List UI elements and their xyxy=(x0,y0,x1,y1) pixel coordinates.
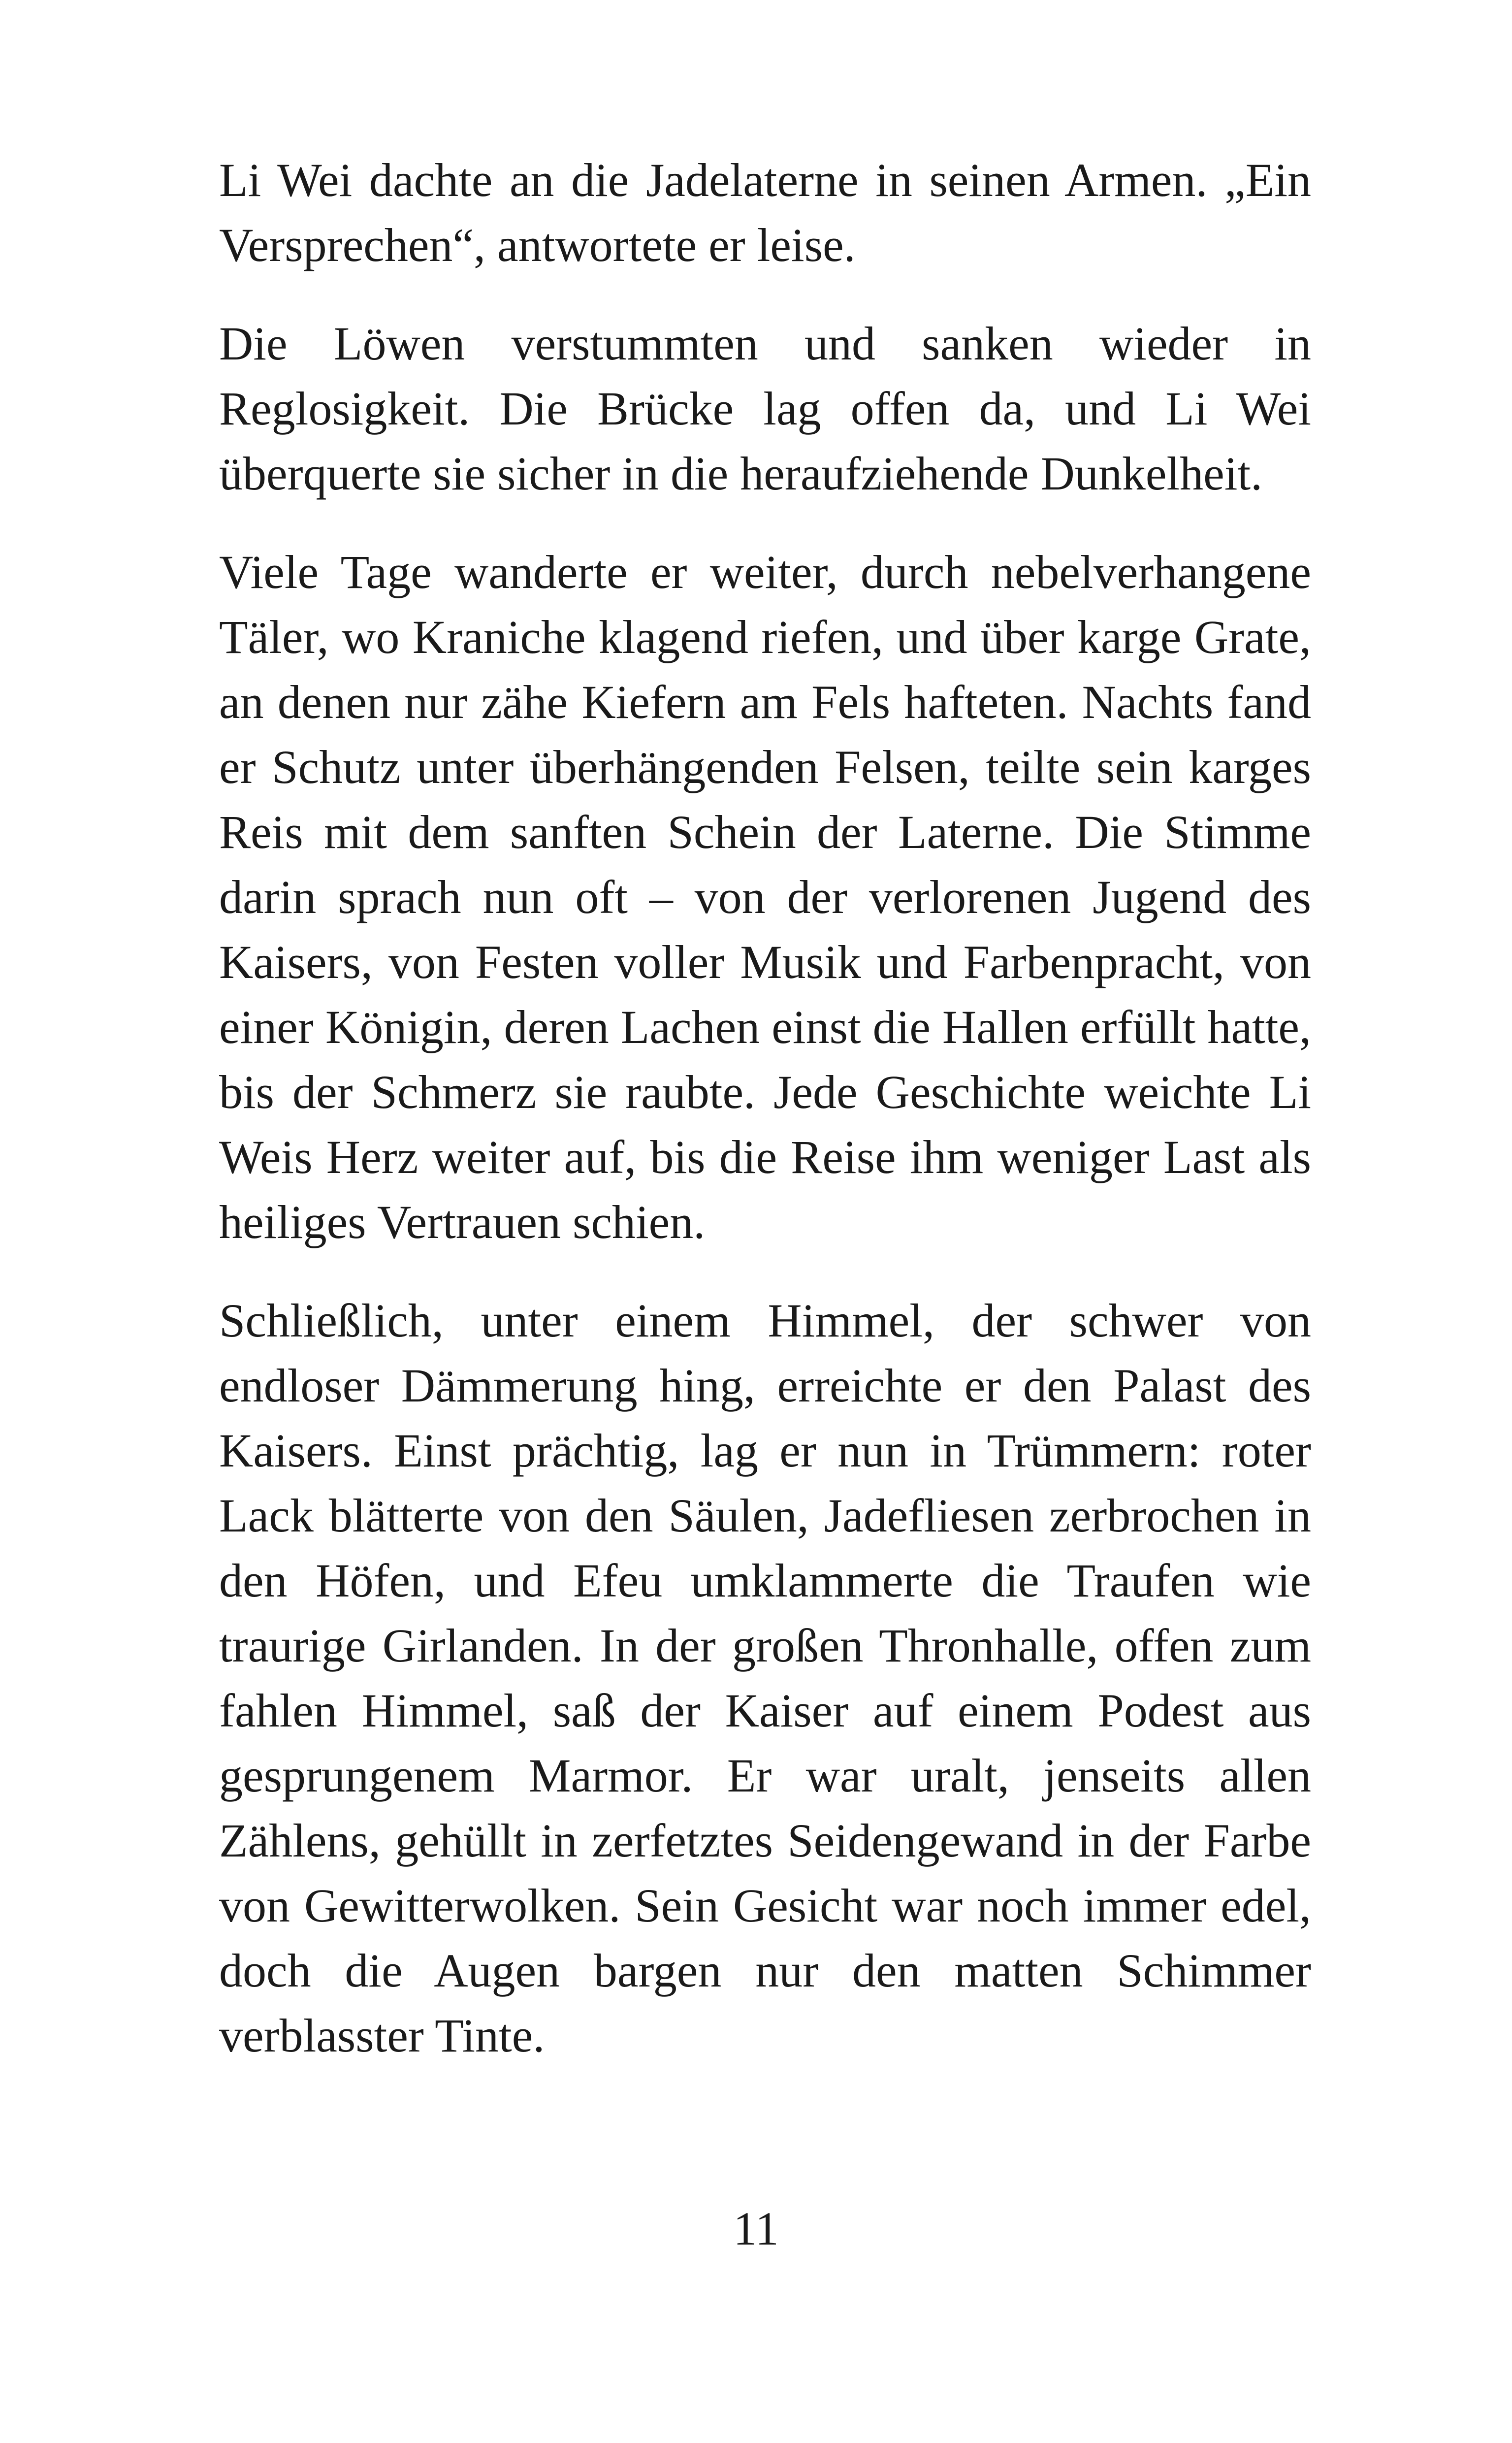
body-text xyxy=(219,148,1311,2102)
page-number: 11 xyxy=(733,2202,779,2255)
paragraph-3: Viele Tage wanderte er weiter, durch nebelverhangene Täler, wo Kraniche klagend riefen, und über karge Grate, an denen nur zähe Kiefern am Fels hafteten. Nachts fand er Schutz unter überhängenden Felsen, teilte sein karges Reis mit dem sanften Schein der Laterne. Die Stimme darin sprach nun oft – von der verlorenen Jugend des Kaisers, von Festen voller Musik und Farbenpracht, von einer Königin, deren Lachen einst die Hallen erfüllt hatte, bis der Schmerz sie raubte. Jede Geschichte weichte Li Weis Herz weiter auf, bis die Reise ihm weniger Last als heiliges Vertrauen schien. xyxy=(219,546,1311,1248)
paragraph-4: Schließlich, unter einem Himmel, der schwer von endloser Dämmerung hing, erreichte er den Palast des Kaisers. Einst prächtig, lag er nun in Trümmern: roter Lack blätterte von den Säulen, Jadefliesen zerbrochen in den Höfen, und Efeu umklammerte die Traufen wie traurige Girlanden. In der großen Thronhalle, offen zum fahlen Himmel, saß der Kaiser auf einem Podest aus gesprungenem Marmor. Er war uralt, jenseits allen Zählens, gehüllt in zerfetztes Seidengewand in der Farbe von Gewitterwolken. Sein Gesicht war noch immer edel, doch die Augen bargen nur den matten Schimmer verblasster Tinte. xyxy=(219,1294,1311,2062)
paragraph-2: Die Löwen verstummten und sanken wieder in Reglosigkeit. Die Brücke lag offen da, und Li Wei überquerte sie sicher in die heraufziehende Dunkelheit. xyxy=(219,317,1311,500)
paragraph-1: Li Wei dachte an die Jadelaterne in seinen Armen. „Ein Versprechen“, antwortete er leise. xyxy=(219,154,1311,271)
